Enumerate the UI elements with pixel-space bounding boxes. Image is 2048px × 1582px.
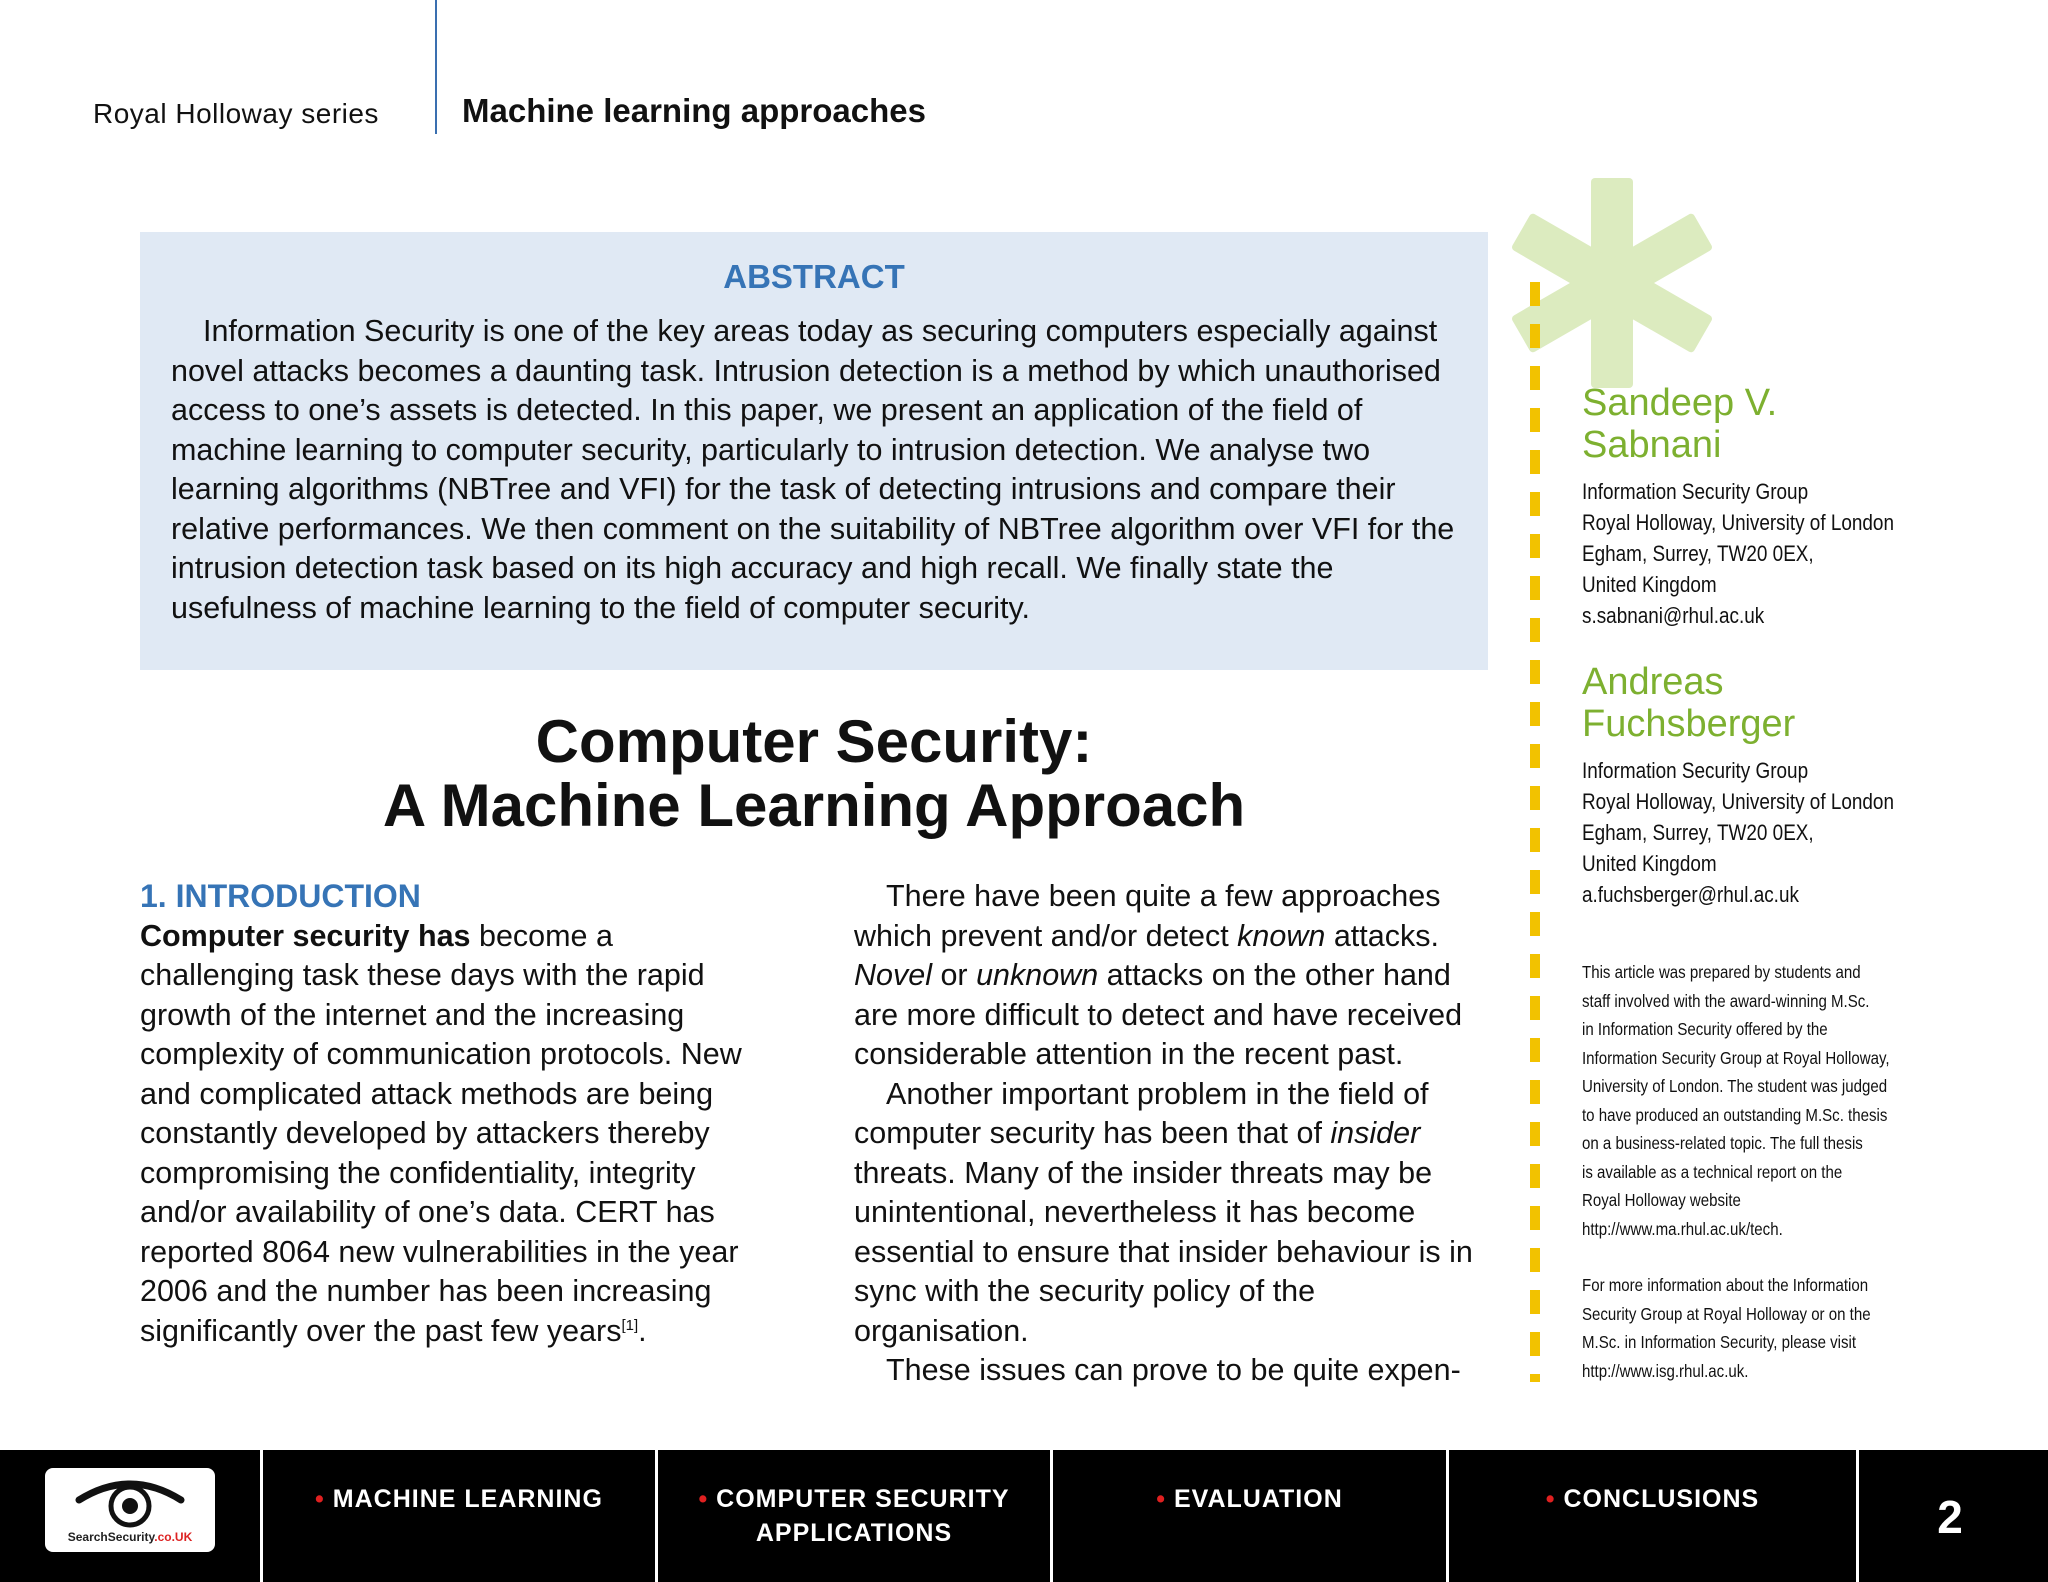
author-address: Egham, Surrey, TW20 0EX, (1582, 820, 1814, 845)
author-email[interactable]: s.sabnani@rhul.ac.uk (1582, 603, 1765, 628)
author-name (1582, 382, 2032, 466)
author-last-name: Sabnani (1582, 424, 1722, 466)
text-segment: Another important problem in the field of computer security has been that of (854, 1076, 1429, 1150)
author-affiliation (1582, 755, 2029, 910)
author-last-name: Fuchsberger (1582, 703, 1796, 745)
nav-label: CONCLUSIONS (1563, 1485, 1760, 1513)
intro-body: become a challenging task these days with the rapid growth of the internet and the increasing complexity of communication protocols. New and complicated attack methods are being constantly developed by attackers thereby compromising the confidentiality, integrity and/or availability of one’s data. CERT has reported 8064 new vulnerabilities in the year 2006 and the number has been increasing significantly over the past few years (140, 918, 742, 1348)
page-number: 2 (1937, 1491, 1963, 1543)
nav-conclusions[interactable] (1449, 1482, 1856, 1516)
logo-wordmark (45, 1530, 215, 1544)
side-note (1582, 958, 2032, 1385)
site-logo[interactable] (45, 1468, 215, 1552)
text-segment: attacks on the other hand are more difficult to detect and have received considerable attention in the recent past. (854, 958, 1463, 1071)
text-segment: There have been quite a few approaches which prevent and/or detect (854, 879, 1441, 953)
text-segment: threats. Many of the insider threats may be unintentional, nevertheless it has become essential to ensure that insider behaviour is in sync with the security policy of the organisation. (854, 1155, 1473, 1348)
intro-paragraph (140, 917, 760, 1352)
nav-label: EVALUATION (1173, 1485, 1343, 1513)
nav-bullet: • (1156, 1485, 1166, 1513)
nav-divider (1446, 1450, 1449, 1582)
logo-text-main: SearchSecurity (67, 1530, 155, 1544)
nav-divider (260, 1450, 263, 1582)
title-line-2: A Machine Learning Approach (382, 772, 1246, 839)
nav-evaluation[interactable] (1053, 1482, 1446, 1516)
abstract-heading: ABSTRACT (723, 258, 905, 295)
body-column (854, 877, 1494, 1391)
author-group: Information Security Group (1582, 758, 1809, 783)
note-line: Information Security Group at Royal Holloway, (1582, 1047, 1890, 1068)
asterisk-icon (1488, 160, 1748, 400)
author-affiliation (1582, 476, 2029, 631)
author-name (1582, 661, 2032, 745)
header-divider (435, 0, 437, 134)
emphasis-insider: insider (1330, 1116, 1421, 1150)
author-group: Information Security Group (1582, 479, 1809, 504)
nav-divider (1856, 1450, 1859, 1582)
note-line: This article was prepared by students and (1582, 962, 1861, 982)
emphasis-unknown: unknown (976, 958, 1099, 992)
side-note-article (1582, 958, 1890, 1243)
note-line: Royal Holloway website (1582, 1190, 1741, 1210)
logo-text-uk: .co.UK (154, 1530, 193, 1544)
note-line: University of London. The student was judged (1582, 1076, 1888, 1096)
abstract-box (140, 232, 1488, 670)
author-first-name: Sandeep V. (1582, 382, 1778, 424)
citation-ref: [1] (621, 1316, 639, 1334)
author-org: Royal Holloway, University of London (1582, 510, 1894, 535)
author-block-2 (1582, 661, 2032, 910)
nav-machine-learning[interactable] (263, 1482, 655, 1516)
article-title (140, 710, 1488, 838)
note-line: on a business-related topic. The full thesis (1582, 1133, 1863, 1153)
side-note-more-info (1582, 1271, 1871, 1385)
note-line: For more information about the Information (1582, 1275, 1869, 1295)
note-line: in Information Security offered by the (1582, 1019, 1828, 1039)
title-line-1: Computer Security: (535, 708, 1093, 775)
nav-bullet: • (1545, 1485, 1556, 1513)
note-line: M.Sc. in Information Security, please visit (1582, 1332, 1857, 1352)
abstract-body: Information Security is one of the key areas today as securing computers especially against novel attacks becomes a daunting task. Intrusion detection is a method by which unauthorised access to one’s assets is detected. In this paper, we present an application of the field of machine learning to computer security, particularly to intrusion detection. We analyse two learning algorithms (NBTree and VFI) for the task of detecting intrusions and compare their relative performances. We then comment on the suitability of NBTree algorithm over VFI for the intrusion detection task based on its high accuracy and high recall. We finally state the usefulness of machine learning to the field of computer security. (171, 314, 1455, 625)
emphasis-novel: Novel (854, 958, 932, 992)
nav-divider (1050, 1450, 1053, 1582)
note-link[interactable]: http://www.ma.rhul.ac.uk/tech. (1582, 1218, 1783, 1239)
author-address: Egham, Surrey, TW20 0EX, (1582, 541, 1814, 566)
author-first-name: Andreas (1582, 661, 1724, 703)
nav-label-line2: APPLICATIONS (755, 1519, 953, 1547)
intro-end: . (638, 1313, 647, 1348)
paragraph-approaches (854, 877, 1494, 1075)
text-segment: or (931, 958, 977, 992)
footer-nav-bar (0, 1450, 2048, 1582)
intro-lead: Computer security has (140, 918, 471, 953)
note-line: to have produced an outstanding M.Sc. thesis (1582, 1104, 1888, 1125)
eye-icon (73, 1474, 187, 1530)
section-title: Machine learning approaches (462, 92, 926, 129)
author-email[interactable]: a.fuchsberger@rhul.ac.uk (1582, 882, 1799, 907)
note-line: Security Group at Royal Holloway or on the (1582, 1303, 1871, 1324)
nav-bullet: • (315, 1485, 325, 1513)
nav-computer-security-applications[interactable] (658, 1482, 1050, 1550)
note-line: is available as a technical report on the (1582, 1161, 1843, 1182)
note-link[interactable]: http://www.isg.rhul.ac.uk. (1582, 1360, 1749, 1381)
author-country: United Kingdom (1582, 851, 1717, 876)
intro-heading: 1. INTRODUCTION (140, 878, 421, 914)
nav-label: COMPUTER SECURITY (716, 1485, 1010, 1513)
author-country: United Kingdom (1582, 572, 1717, 597)
author-org: Royal Holloway, University of London (1582, 789, 1894, 814)
note-line: staff involved with the award-winning M.Sc. (1582, 990, 1870, 1011)
yellow-dash-rule (1530, 282, 1540, 1382)
nav-label: MACHINE LEARNING (332, 1485, 603, 1513)
series-label: Royal Holloway series (93, 98, 379, 129)
emphasis-known: known (1237, 918, 1326, 953)
paragraph-insider (854, 1075, 1494, 1352)
paragraph-issues: These issues can prove to be quite expen- (886, 1353, 1461, 1387)
nav-bullet: • (698, 1485, 709, 1513)
author-block-1 (1582, 382, 2032, 631)
text-segment: attacks. (1325, 918, 1439, 953)
intro-column (140, 877, 760, 1351)
